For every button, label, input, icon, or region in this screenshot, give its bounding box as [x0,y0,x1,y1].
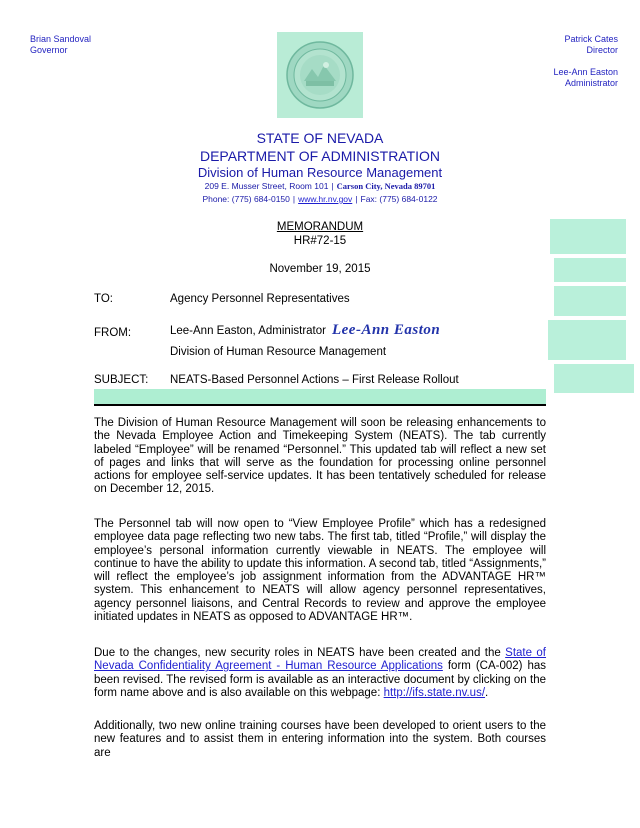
highlight-box [550,219,626,254]
paragraph-personnel-tab: The Personnel tab will now open to “View Employee Profile” which has a redesigned employee data page reflecting two new tabs. The first tab, titled “Profile,” will display the employee’s personal information currently viewable in NEATS. The employee will continue to have the ability to update this information. A second tab, titled “Assignments,” will reflect the employee’s job assignment information from the ADVANTAGE HR™ system. This enhancement to NEATS will allow agency personnel representatives, agency personnel liaisons, and Central Records to review and approve the employee initiated updates in NEATS as opposed to ADVANTAGE HR™. [94,518,546,624]
highlight-box [554,258,626,282]
governor-name: Brian Sandoval [30,34,92,44]
paragraph-security-roles [94,647,546,700]
website-link[interactable]: www.hr.nv.gov [298,194,353,204]
highlight-box [554,286,626,316]
subject-value: NEATS-Based Personnel Actions – First Release Rollout [170,374,459,386]
phone-number: Phone: (775) 684-0150 [202,194,290,204]
memo-number: HR#72-15 [293,235,347,247]
paragraph-intro: The Division of Human Resource Management will soon be releasing enhancements to the Nevada Employee Action and Timekeeping System (NEATS). The tab currently labeled “Employee” will be renamed “Personnel.” This updated tab will reflect a new set of pages and links that will serve as the foundation for processing online personnel actions for employee self-service updates. It has been tentatively scheduled for release on December 12, 2015. [94,417,546,496]
from-label: FROM: [94,327,132,339]
director-title: Director [586,45,618,55]
paragraph-training: Additionally, two new online training courses have been developed to orient users to the new features and to assist them in entering information into the system. Both courses are [94,720,546,759]
divider-highlight [94,389,546,404]
division-title: Division of Human Resource Management [197,165,443,180]
fax-number: Fax: (775) 684-0122 [360,194,438,204]
governor-block [30,34,91,56]
address-line: 209 E. Musser Street, Room 101 | Carson City, Nevada 89701 [204,181,436,191]
p3-text-end: . [485,686,489,699]
confidentiality-agreement-link[interactable]: State of Nevada Confidentiality Agreement - Human Resource Applications [94,647,547,673]
from-division: Division of Human Resource Management [170,346,387,358]
from-name: Lee-Ann Easton, Administrator [170,325,326,337]
subject-label: SUBJECT: [94,374,149,386]
memo-heading: MEMORANDUM [276,221,364,233]
highlight-box [554,364,634,393]
p3-text-start: Due to the changes, new security roles in NEATS have been created and the [94,647,506,659]
state-seal-icon [286,41,354,109]
officials-block [553,34,618,89]
to-label: TO: [94,293,113,305]
to-value: Agency Personnel Representatives [170,293,350,305]
from-value [170,322,440,339]
governor-title: Governor [30,45,68,55]
administrator-title: Administrator [564,78,618,88]
highlight-box [548,320,626,360]
state-title: STATE OF NEVADA [256,130,384,146]
memo-date: November 19, 2015 [269,263,371,275]
p3-text-middle: form (CA-002) has been revised. The revised form is available as an interactive document by clicking on the form name above and is also available on this webpage: [94,660,547,699]
director-name: Patrick Cates [564,34,618,44]
ifs-webpage-link[interactable]: http://ifs.state.nv.us/ [383,686,486,699]
administrator-name: Lee-Ann Easton [553,67,618,77]
divider-line [94,404,546,406]
signature: Lee-Ann Easton [331,322,441,338]
contact-line: Phone: (775) 684-0150 | www.hr.nv.gov | Fax: (775) 684-0122 [202,194,438,204]
city-address: Carson City, Nevada 89701 [336,181,436,191]
street-address: 209 E. Musser Street, Room 101 [204,181,329,191]
department-title: DEPARTMENT OF ADMINISTRATION [199,148,441,164]
